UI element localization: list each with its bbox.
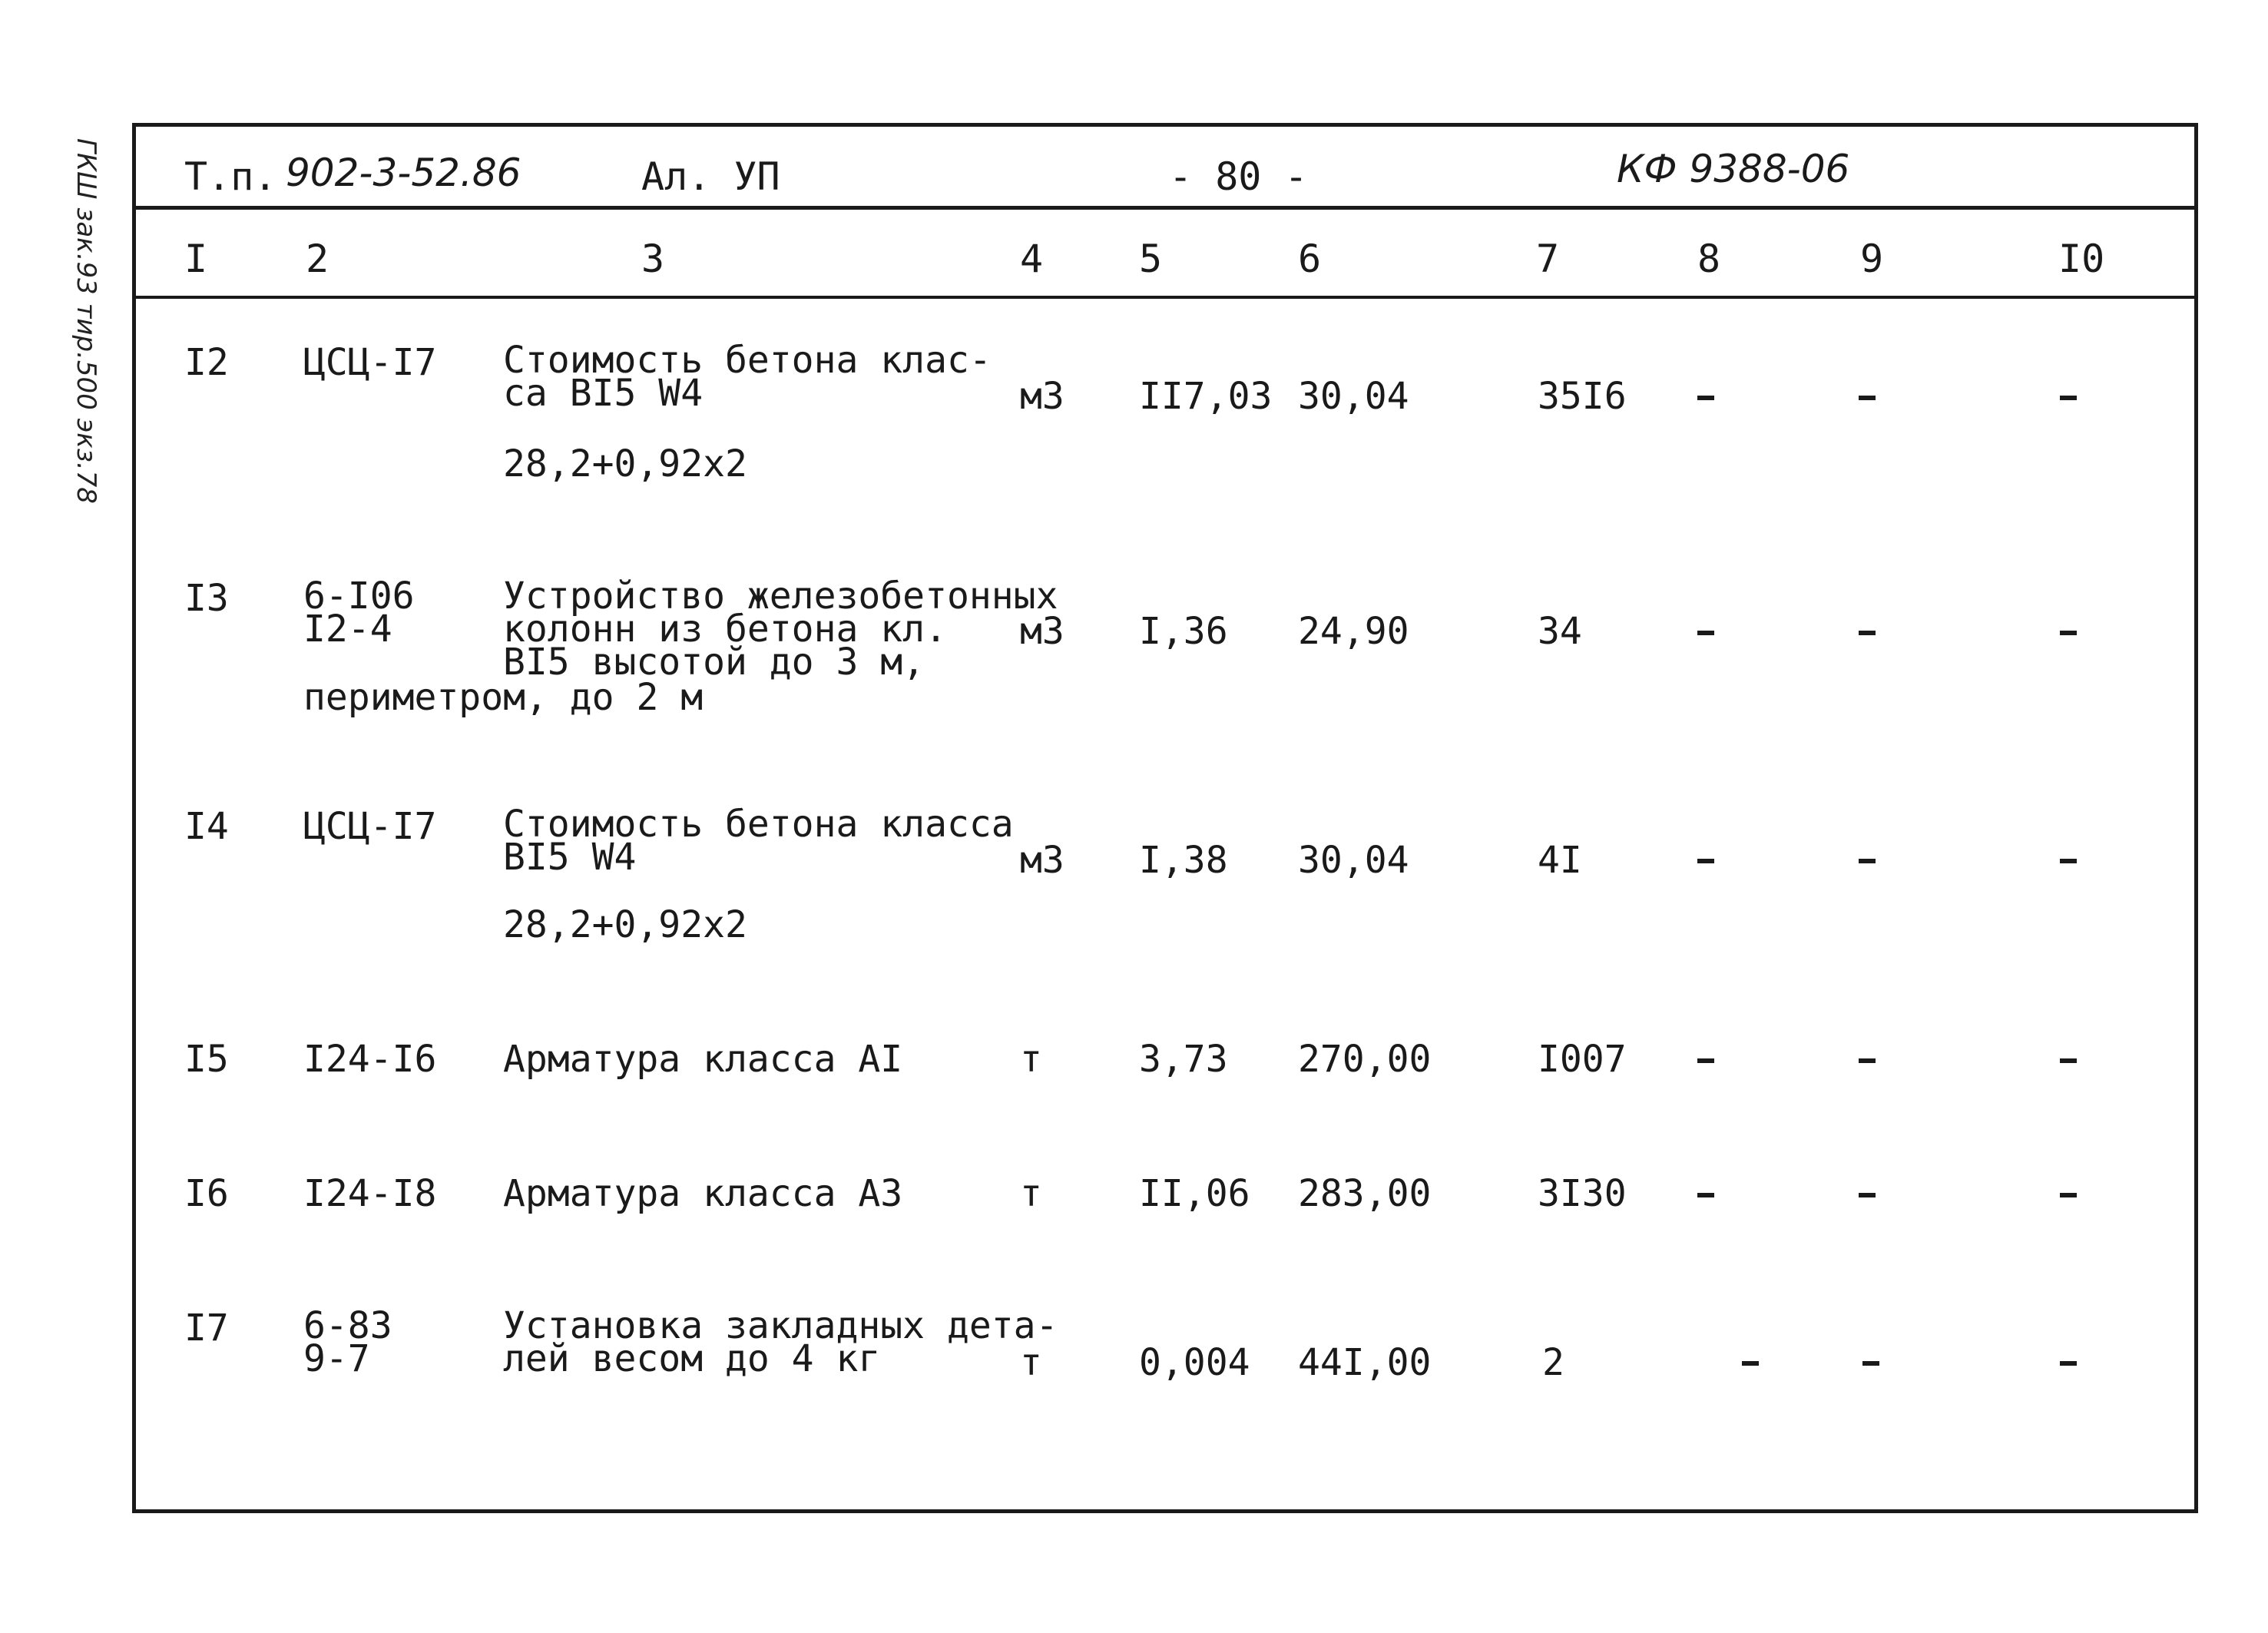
dash-col10 <box>2060 631 2077 635</box>
project-number: 902-3-52.86 <box>286 151 521 195</box>
row-total: 4I <box>1538 839 1582 882</box>
header-divider <box>132 206 2198 210</box>
dash-col10 <box>2060 1058 2077 1063</box>
dash-col9 <box>1859 631 1876 635</box>
table-frame <box>132 123 2198 1513</box>
dash-col9 <box>1859 396 1876 400</box>
row-code: I24-I8 <box>303 1172 437 1215</box>
column-number-10: I0 <box>2058 237 2105 281</box>
dash-col10 <box>2060 1193 2077 1197</box>
column-number-3: 3 <box>641 237 665 281</box>
column-number-8: 8 <box>1697 237 1721 281</box>
row-price: 24,90 <box>1298 610 1409 653</box>
column-numbers-divider <box>132 296 2198 299</box>
row-number: I2 <box>184 341 229 384</box>
row-description-tail: периметром, до 2 м <box>303 676 704 719</box>
row-unit: м3 <box>1020 375 1064 418</box>
dash-col9 <box>1859 1058 1876 1063</box>
row-total: 34 <box>1538 610 1582 653</box>
row-price: 270,00 <box>1298 1038 1432 1081</box>
row-unit: т <box>1020 1341 1042 1384</box>
column-number-2: 2 <box>306 237 329 281</box>
dash-col10 <box>2060 1361 2077 1366</box>
album-label: Ал. УП <box>641 154 780 199</box>
row-price: 30,04 <box>1298 375 1409 418</box>
dash-col9 <box>1859 1193 1876 1197</box>
row-code: 6-I06 I2-4 <box>303 575 415 651</box>
page-number: - 80 - <box>1169 154 1308 199</box>
row-code: ЦСЦ-I7 <box>303 341 437 384</box>
row-description: Арматура класса A3 <box>503 1172 903 1215</box>
row-unit: м3 <box>1020 610 1064 653</box>
row-description: Стоимость бетона класса BI5 W4 <box>503 803 1014 879</box>
dash-col8 <box>1697 1058 1714 1063</box>
dash-col8 <box>1697 859 1714 863</box>
document-code: КФ 9388-06 <box>1617 147 1850 191</box>
row-number: I7 <box>184 1307 229 1350</box>
row-quantity: II,06 <box>1139 1172 1250 1215</box>
column-number-6: 6 <box>1298 237 1322 281</box>
dash-col8 <box>1697 631 1714 635</box>
row-total: 35I6 <box>1538 375 1627 418</box>
row-total: I007 <box>1538 1038 1627 1081</box>
column-number-7: 7 <box>1536 237 1560 281</box>
row-quantity: I,38 <box>1139 839 1228 882</box>
row-quantity: I,36 <box>1139 610 1228 653</box>
row-number: I4 <box>184 805 229 848</box>
column-number-9: 9 <box>1860 237 1884 281</box>
column-number-5: 5 <box>1139 237 1163 281</box>
column-number-4: 4 <box>1020 237 1044 281</box>
dash-col8 <box>1697 396 1714 400</box>
row-code: ЦСЦ-I7 <box>303 805 437 848</box>
row-formula: 28,2+0,92х2 <box>503 442 747 485</box>
row-total: 2 <box>1542 1341 1564 1384</box>
dash-col10 <box>2060 859 2077 863</box>
dash-col10 <box>2060 396 2077 400</box>
row-description: Стоимость бетона клас- са BI5 W4 <box>503 339 992 415</box>
row-formula: 28,2+0,92х2 <box>503 903 747 946</box>
dash-col9 <box>1859 859 1876 863</box>
row-number: I6 <box>184 1172 229 1215</box>
row-description: Устройство железобетонных колонн из бетона кл. BI5 высотой до 3 м, <box>503 575 1058 684</box>
row-unit: т <box>1020 1038 1042 1081</box>
row-code: I24-I6 <box>303 1038 437 1081</box>
row-description: Установка закладных дета- лей весом до 4 кг <box>503 1304 1058 1380</box>
row-number: I3 <box>184 577 229 620</box>
row-quantity: 3,73 <box>1139 1038 1228 1081</box>
row-price: 30,04 <box>1298 839 1409 882</box>
row-code: 6-83 9-7 <box>303 1304 392 1380</box>
column-number-1: I <box>184 237 208 281</box>
row-unit: т <box>1020 1172 1042 1215</box>
row-description: Арматура класса AI <box>503 1038 903 1081</box>
side-stamp: ГКШ зак.93 тир.500 экз.78 <box>71 138 101 504</box>
row-quantity: 0,004 <box>1139 1341 1250 1384</box>
dash-col8 <box>1742 1361 1759 1366</box>
row-quantity: II7,03 <box>1139 375 1273 418</box>
row-total: 3I30 <box>1538 1172 1627 1215</box>
row-unit: м3 <box>1020 839 1064 882</box>
row-price: 283,00 <box>1298 1172 1432 1215</box>
row-number: I5 <box>184 1038 229 1081</box>
project-label: Т.п. <box>184 154 277 199</box>
row-price: 44I,00 <box>1298 1341 1432 1384</box>
dash-col8 <box>1697 1193 1714 1197</box>
dash-col9 <box>1862 1361 1879 1366</box>
